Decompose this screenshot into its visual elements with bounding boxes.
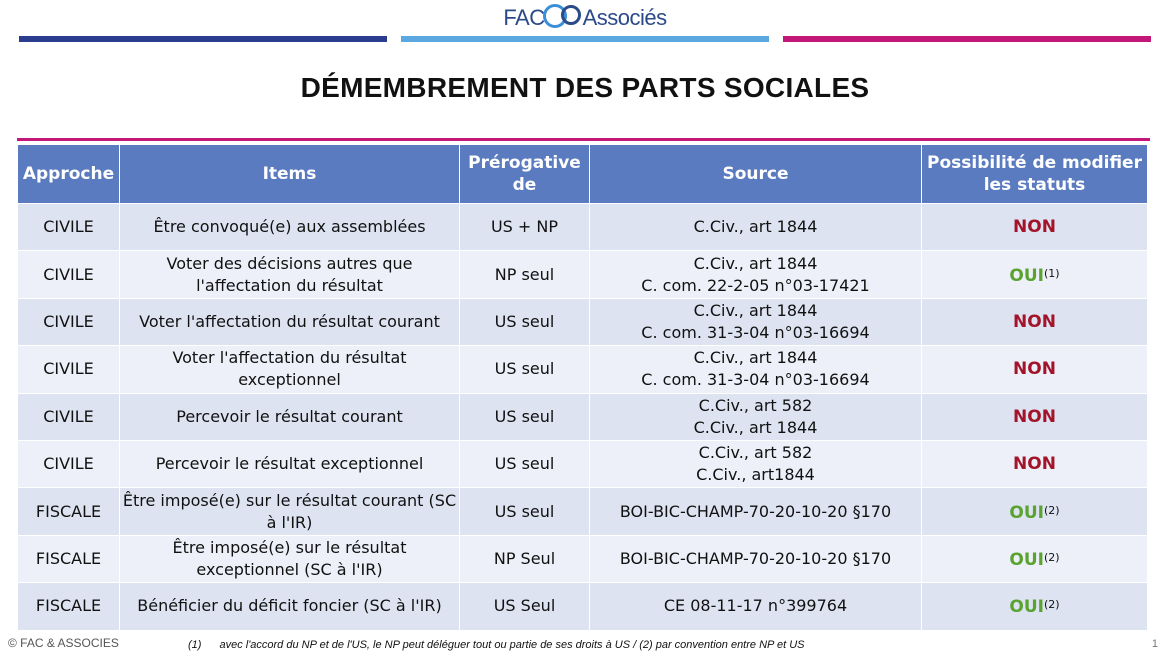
cell-approche: CIVILE [18, 393, 120, 440]
cell-approche: CIVILE [18, 251, 120, 298]
possibilite-value: NON [1013, 359, 1056, 380]
footnote-ref: (2) [1044, 598, 1060, 612]
header-items: Items [120, 145, 460, 204]
possibilite-value: OUI [1009, 597, 1044, 618]
cell-possibilite [922, 346, 1148, 393]
source-line-1: C.Civ., art 1844 [693, 300, 818, 320]
cell-approche: FISCALE [18, 488, 120, 535]
cell-source [590, 204, 922, 251]
source-line-1: C.Civ., art 582 [698, 443, 813, 463]
parts-sociales-table [17, 144, 1148, 631]
source-line-2: C.Civ., art1844 [696, 465, 815, 485]
header-possibilite: Possibilité de modifier les statuts [922, 145, 1148, 204]
cell-item: Percevoir le résultat courant [120, 393, 460, 440]
cell-source [590, 346, 922, 393]
footnote-ref: (2) [1044, 503, 1060, 517]
page-number: 1 [1151, 638, 1158, 650]
possibilite-value: NON [1013, 406, 1056, 427]
header-source: Source [590, 145, 922, 204]
table-row [18, 298, 1148, 345]
table-row [18, 535, 1148, 582]
source-line-2: C. com. 31-3-04 n°03-16694 [641, 322, 870, 342]
possibilite-value: OUI [1009, 549, 1044, 570]
cell-prerogative: US seul [460, 298, 590, 345]
footnote-text: avec l'accord du NP et de l'US, le NP peut déléguer tout ou partie de ses droits à US / (2) par convention entre NP et US [219, 639, 805, 651]
source-line-2: C. com. 31-3-04 n°03-16694 [641, 370, 870, 390]
table-row [18, 393, 1148, 440]
cell-item: Être convoqué(e) aux assemblées [120, 204, 460, 251]
cell-possibilite [922, 583, 1148, 630]
cell-item: Être imposé(e) sur le résultat exceptionnel (SC à l'IR) [120, 535, 460, 582]
cell-approche: CIVILE [18, 204, 120, 251]
cell-approche: FISCALE [18, 535, 120, 582]
table-row [18, 346, 1148, 393]
table-row [18, 204, 1148, 251]
footnote [188, 639, 805, 651]
cell-prerogative: NP Seul [460, 535, 590, 582]
header-bar-pink [783, 36, 1151, 42]
logo-ring-icon-2 [561, 5, 581, 25]
source-line-1: C.Civ., art 1844 [693, 348, 818, 368]
header-approche: Approche [18, 145, 120, 204]
header-prerogative: Prérogative de [460, 145, 590, 204]
cell-source [590, 535, 922, 582]
cell-source [590, 583, 922, 630]
cell-source [590, 488, 922, 535]
cell-item: Bénéficier du déficit foncier (SC à l'IR) [120, 583, 460, 630]
title-underline [17, 138, 1150, 141]
logo-text-associes: Associés [582, 5, 667, 30]
cell-possibilite [922, 251, 1148, 298]
company-logo [0, 4, 1170, 31]
cell-source [590, 251, 922, 298]
table-row [18, 251, 1148, 298]
cell-prerogative: US seul [460, 488, 590, 535]
source-line-1: C.Civ., art 1844 [693, 217, 818, 237]
source-line-1: CE 08-11-17 n°399764 [663, 596, 848, 616]
footnote-number: (1) [188, 639, 202, 651]
footnote-ref: (1) [1044, 266, 1060, 280]
cell-possibilite [922, 488, 1148, 535]
logo-text-fac: FAC [503, 5, 545, 30]
cell-prerogative: US Seul [460, 583, 590, 630]
source-line-2: C.Civ., art 1844 [693, 417, 818, 437]
header-bar-dark-blue [19, 36, 387, 42]
cell-possibilite [922, 393, 1148, 440]
cell-item: Voter l'affectation du résultat courant [120, 298, 460, 345]
cell-prerogative: US seul [460, 393, 590, 440]
cell-approche: CIVILE [18, 346, 120, 393]
cell-approche: FISCALE [18, 583, 120, 630]
cell-prerogative: US + NP [460, 204, 590, 251]
cell-source [590, 393, 922, 440]
cell-possibilite [922, 298, 1148, 345]
source-line-1: BOI-BIC-CHAMP-70-20-10-20 §170 [619, 548, 892, 568]
table-row [18, 488, 1148, 535]
table-row [18, 583, 1148, 630]
possibilite-value: NON [1013, 454, 1056, 475]
cell-item: Voter l'affectation du résultat exceptionnel [120, 346, 460, 393]
cell-approche: CIVILE [18, 440, 120, 487]
cell-prerogative: US seul [460, 346, 590, 393]
cell-prerogative: NP seul [460, 251, 590, 298]
possibilite-value: NON [1013, 217, 1056, 238]
cell-item: Être imposé(e) sur le résultat courant (SC à l'IR) [120, 488, 460, 535]
cell-item: Voter des décisions autres que l'affectation du résultat [120, 251, 460, 298]
copyright: © FAC & ASSOCIES [8, 636, 119, 650]
possibilite-value: OUI [1009, 265, 1044, 286]
cell-possibilite [922, 204, 1148, 251]
table-header-row [18, 145, 1148, 204]
possibilite-value: OUI [1009, 502, 1044, 523]
footnote-ref: (2) [1044, 550, 1060, 564]
source-line-2: C. com. 22-2-05 n°03-17421 [641, 275, 870, 295]
header-bar-light-blue [401, 36, 769, 42]
cell-possibilite [922, 440, 1148, 487]
page-title: DÉMEMBREMENT DES PARTS SOCIALES [300, 72, 870, 103]
table-row [18, 440, 1148, 487]
source-line-1: BOI-BIC-CHAMP-70-20-10-20 §170 [619, 501, 892, 521]
cell-approche: CIVILE [18, 298, 120, 345]
cell-source [590, 298, 922, 345]
cell-source [590, 440, 922, 487]
cell-prerogative: US seul [460, 440, 590, 487]
source-line-1: C.Civ., art 582 [698, 395, 813, 415]
cell-possibilite [922, 535, 1148, 582]
possibilite-value: NON [1013, 311, 1056, 332]
source-line-1: C.Civ., art 1844 [693, 253, 818, 273]
cell-item: Percevoir le résultat exceptionnel [120, 440, 460, 487]
